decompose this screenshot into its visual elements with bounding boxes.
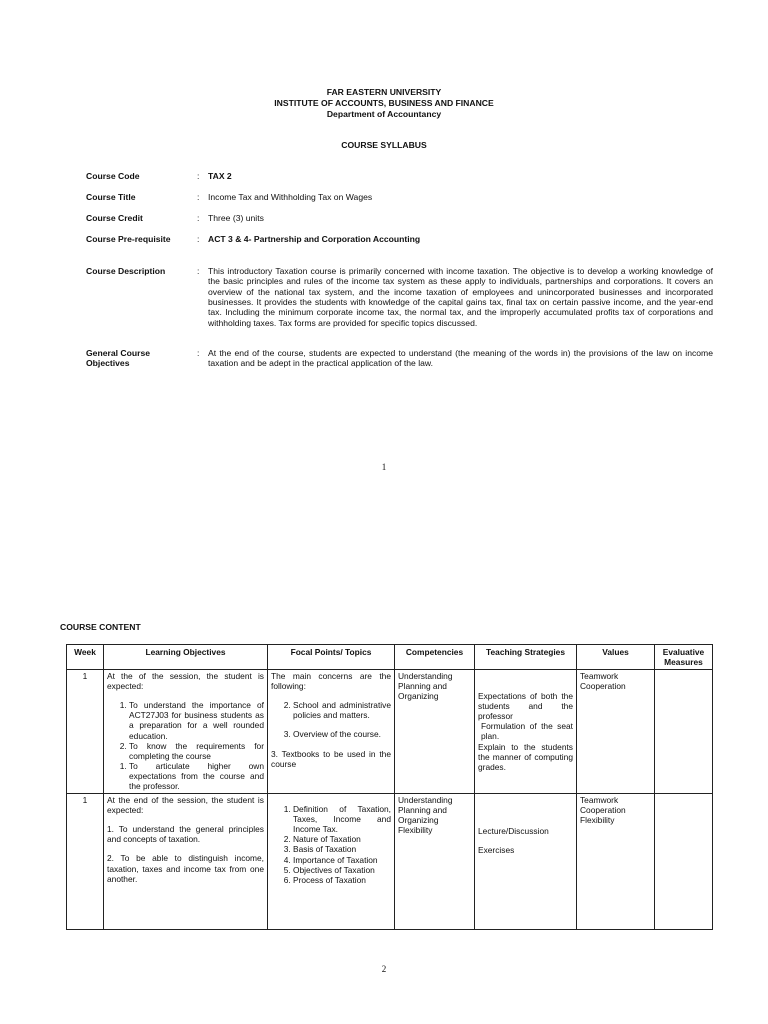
learning-objectives-cell: At the of the session, the student is expected: 1. To understand the importance of ACT27J03 for business students as a preparation for a well rounded education. 2. To know the requirements for completing the course 1. To articulate higher own expectations from the course and the professor.	[104, 670, 268, 794]
course-credit-value: Three (3) units	[208, 213, 264, 223]
university-name: FAR EASTERN UNIVERSITY	[326, 87, 442, 97]
teaching-strategies-cell: Lecture/Discussion Exercises	[475, 794, 577, 930]
list-item: 6. Process of Taxation	[293, 875, 391, 885]
table-row	[67, 794, 713, 930]
page-number: 1	[381, 462, 387, 472]
course-title-value: Income Tax and Withholding Tax on Wages	[208, 192, 373, 202]
list-item: 4. Importance of Taxation	[293, 855, 391, 865]
list-item: 3. Overview of the course.	[293, 729, 391, 739]
course-description-label: Course Description	[86, 266, 166, 276]
section-title: COURSE CONTENT	[60, 622, 141, 632]
values-cell: Teamwork Cooperation Flexibility	[577, 794, 655, 930]
list-item: 2. To know the requirements for completing the course	[129, 741, 264, 761]
course-prereq-label: Course Pre-requisite	[86, 234, 171, 244]
table-header-row	[67, 645, 713, 670]
competencies-cell: Understanding Planning and Organizing Flexibility	[395, 794, 475, 930]
week-cell: 1	[67, 794, 104, 930]
document-title: COURSE SYLLABUS	[341, 140, 427, 150]
institute-name: INSTITUTE OF ACCOUNTS, BUSINESS AND FINANCE	[274, 98, 494, 108]
list-item: 3. Textbooks to be used in the course	[271, 748, 391, 769]
course-objectives-label: General Course Objectives	[86, 348, 150, 369]
table-row	[67, 670, 713, 794]
colon: :	[197, 213, 200, 223]
column-header: Values	[577, 645, 655, 670]
colon: :	[197, 234, 200, 244]
column-header: Learning Objectives	[104, 645, 268, 670]
syllabus-page-2	[0, 490, 768, 1024]
values-cell: Teamwork Cooperation	[577, 670, 655, 794]
column-header: Evaluative Measures	[655, 645, 713, 670]
column-header: Teaching Strategies	[475, 645, 577, 670]
course-title-label: Course Title	[86, 192, 136, 202]
course-credit-label: Course Credit	[86, 213, 143, 223]
course-objectives-value: At the end of the course, students are expected to understand (the meaning of the words in) the provisions of the law on income taxation and be adept in the practical application of the law.	[208, 348, 713, 369]
evaluative-measures-cell	[655, 670, 713, 794]
learning-objectives-cell: At the end of the session, the student is expected: 1. To understand the general principles and concepts of taxation. 2. To be able to distinguish income, taxation, taxes and income tax from one another.	[104, 794, 268, 930]
evaluative-measures-cell	[655, 794, 713, 930]
course-code-label: Course Code	[86, 171, 140, 181]
column-header: Week	[67, 645, 104, 670]
column-header: Competencies	[395, 645, 475, 670]
course-description-value: This introductory Taxation course is primarily concerned with income taxation. The objective is to develop a working knowledge of the basic principles and rules of the income tax system as these apply to individuals, partnerships and corporations. It covers an overview of the national tax system, and the income taxation of employees and unincorporated businesses and incorporated businesses. It provides the students with knowledge of the capital gains tax, final tax on certain passive income, and the year-end tax. Including the minimum corporate income tax, the normal tax, and the improperly accumulated profits tax of corporations and withholding taxes. Tax forms are provided for specific topics discussed.	[208, 266, 713, 328]
page-number: 2	[381, 964, 387, 974]
course-prereq-value: ACT 3 & 4- Partnership and Corporation Accounting	[208, 234, 421, 244]
column-header: Focal Points/ Topics	[268, 645, 395, 670]
focal-points-cell: The main concerns are the following: 2. School and administrative policies and matters. 3. Overview of the course. 3. Textbooks to be used in the course	[268, 670, 395, 794]
list-item: 3. Basis of Taxation	[293, 844, 391, 854]
list-item: 1. To understand the importance of ACT27J03 for business students as a preparation for a well rounded education.	[129, 700, 264, 740]
teaching-strategies-cell: Expectations of both the students and the professor Formulation of the seat plan. Explain to the students the manner of computing grades.	[475, 670, 577, 794]
list-item: 1. Definition of Taxation, Taxes, Income and Income Tax.	[293, 804, 391, 834]
department-name: Department of Accountancy	[326, 109, 442, 119]
week-cell: 1	[67, 670, 104, 794]
colon: :	[197, 192, 200, 202]
course-content-table	[66, 644, 713, 930]
list-item: 1. To articulate higher own expectations from the course and the professor.	[129, 761, 264, 791]
list-item: 2. School and administrative policies and matters.	[293, 700, 391, 720]
colon: :	[197, 348, 200, 358]
focal-points-cell	[268, 794, 395, 930]
list-item: 2. Nature of Taxation	[293, 834, 391, 844]
colon: :	[197, 266, 200, 276]
competencies-cell: Understanding Planning and Organizing	[395, 670, 475, 794]
list-item: 5. Objectives of Taxation	[293, 865, 391, 875]
colon: :	[197, 171, 200, 181]
syllabus-page-1	[0, 0, 768, 490]
document-header	[0, 87, 768, 120]
course-code-value: TAX 2	[208, 171, 232, 181]
